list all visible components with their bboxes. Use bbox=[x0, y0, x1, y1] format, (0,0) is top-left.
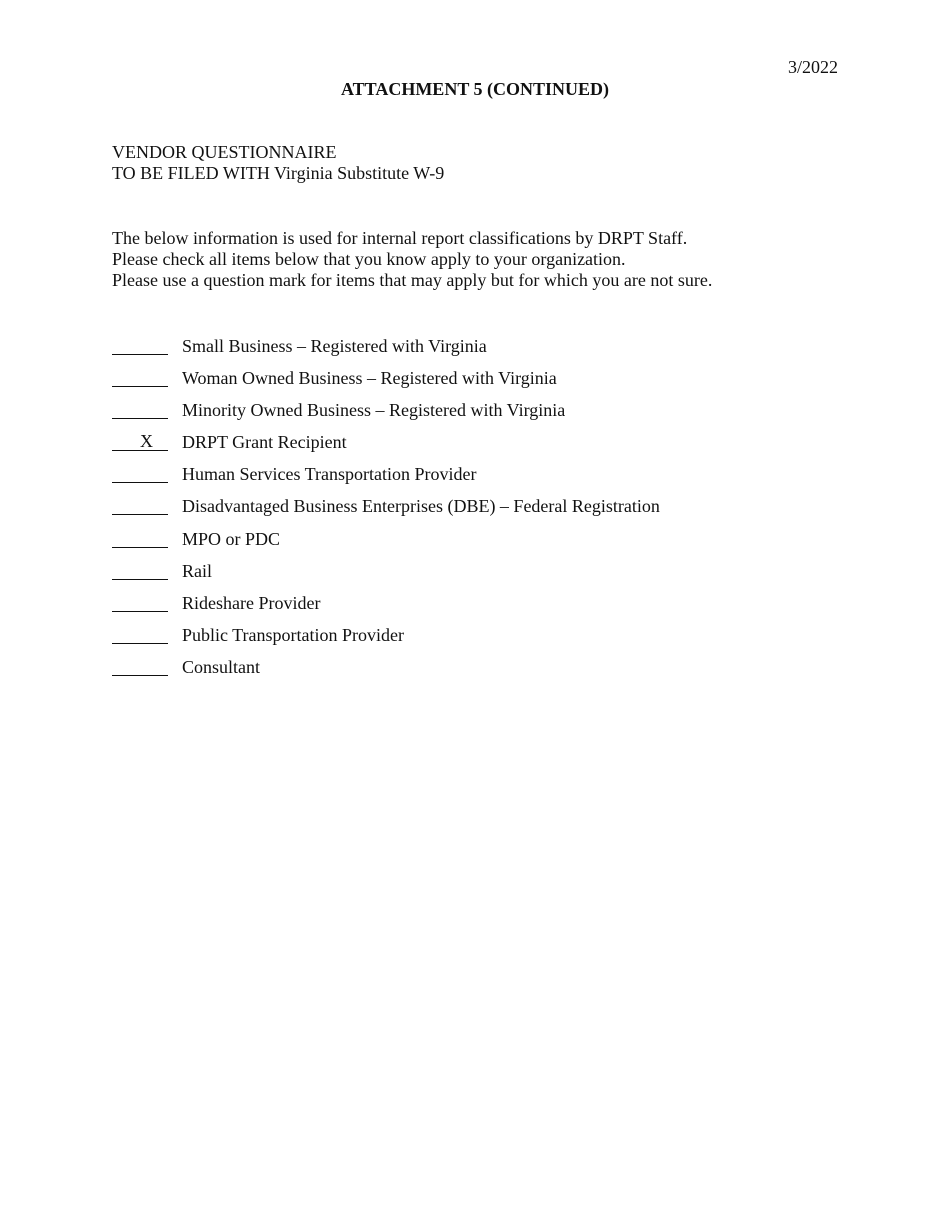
checklist-item-label: MPO or PDC bbox=[182, 528, 281, 549]
checklist-item bbox=[112, 495, 660, 527]
form-heading-line2: TO BE FILED WITH Virginia Substitute W-9 bbox=[112, 163, 445, 183]
checklist-item bbox=[112, 367, 660, 399]
form-heading-line1: VENDOR QUESTIONNAIRE bbox=[112, 142, 337, 162]
instruction-line: Please use a question mark for items that may apply but for which you are not sure. bbox=[112, 270, 713, 290]
instructions bbox=[112, 228, 712, 291]
checklist-item bbox=[112, 624, 660, 656]
classification-checklist bbox=[112, 335, 660, 688]
check-blank[interactable] bbox=[112, 656, 168, 676]
check-blank[interactable] bbox=[112, 399, 168, 419]
checklist-item-label: DRPT Grant Recipient bbox=[182, 432, 347, 453]
form-heading bbox=[112, 142, 444, 184]
checklist-item-label: Human Services Transportation Provider bbox=[182, 464, 477, 485]
check-blank[interactable] bbox=[112, 528, 168, 548]
checklist-item bbox=[112, 335, 660, 367]
checklist-item-label: Woman Owned Business – Registered with Virginia bbox=[182, 368, 557, 389]
instruction-line: Please check all items below that you know apply to your organization. bbox=[112, 249, 626, 269]
checklist-item-label: Disadvantaged Business Enterprises (DBE) – Federal Registration bbox=[182, 496, 660, 517]
attachment-title: ATTACHMENT 5 (CONTINUED) bbox=[340, 79, 609, 99]
checklist-item bbox=[112, 528, 660, 560]
revision-date: 3/2022 bbox=[787, 57, 838, 77]
checklist-item bbox=[112, 463, 660, 495]
check-blank[interactable] bbox=[112, 367, 168, 387]
checklist-item bbox=[112, 431, 660, 463]
check-blank[interactable] bbox=[112, 335, 168, 355]
checklist-item bbox=[112, 399, 660, 431]
checklist-item-label: Rideshare Provider bbox=[182, 592, 321, 613]
checklist-item bbox=[112, 592, 660, 624]
check-blank[interactable] bbox=[112, 624, 168, 644]
check-mark: X bbox=[140, 431, 153, 452]
checklist-item-label: Consultant bbox=[182, 656, 261, 677]
checklist-item bbox=[112, 656, 660, 688]
check-blank[interactable] bbox=[112, 431, 168, 451]
checklist-item-label: Public Transportation Provider bbox=[182, 624, 405, 645]
instruction-line: The below information is used for internal report classifications by DRPT Staff. bbox=[112, 228, 688, 248]
check-blank[interactable] bbox=[112, 495, 168, 515]
checklist-item-label: Rail bbox=[182, 560, 212, 581]
check-blank[interactable] bbox=[112, 592, 168, 612]
checklist-item bbox=[112, 560, 660, 592]
checklist-item-label: Minority Owned Business – Registered with Virginia bbox=[182, 400, 566, 421]
check-blank[interactable] bbox=[112, 463, 168, 483]
check-blank[interactable] bbox=[112, 560, 168, 580]
checklist-item-label: Small Business – Registered with Virginia bbox=[182, 336, 487, 356]
